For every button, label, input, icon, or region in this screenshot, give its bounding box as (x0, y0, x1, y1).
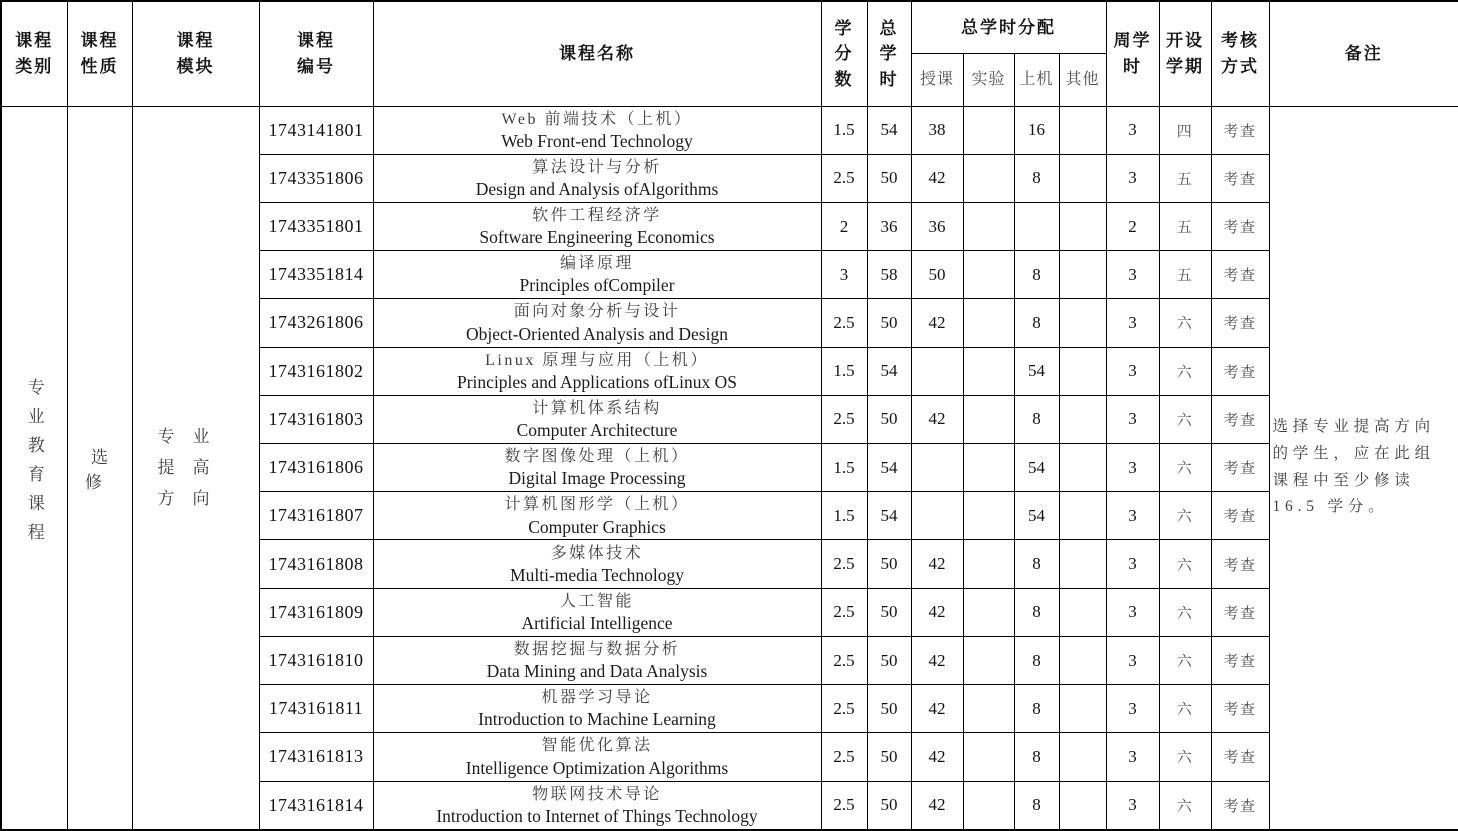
experiment-hours (963, 444, 1014, 492)
credits: 1.5 (821, 106, 867, 154)
computer-hours (1014, 202, 1059, 250)
course-name-zh: 数字图像处理（上机） (504, 448, 690, 466)
course-name (373, 588, 821, 636)
course-code: 1743351814 (259, 251, 373, 299)
credits: 2.5 (821, 636, 867, 684)
assessment: 考查 (1211, 395, 1269, 443)
semester: 六 (1159, 492, 1211, 540)
course-code: 1743351801 (259, 202, 373, 250)
course-name-en: Artificial Intelligence (521, 612, 673, 633)
lecture-hours: 42 (911, 395, 963, 443)
course-nature-cell: 选修 (67, 106, 132, 830)
assessment: 考查 (1211, 106, 1269, 154)
total-hours: 50 (867, 395, 911, 443)
assessment: 考查 (1211, 299, 1269, 347)
course-code: 1743161811 (259, 685, 373, 733)
course-code: 1743161808 (259, 540, 373, 588)
lecture-hours: 42 (911, 733, 963, 781)
header-computer-hours: 上机 (1014, 53, 1059, 106)
course-name-en: Digital Image Processing (508, 468, 686, 489)
computer-hours: 8 (1014, 588, 1059, 636)
header-total-hours (867, 1, 911, 106)
credits: 2.5 (821, 733, 867, 781)
assessment: 考查 (1211, 154, 1269, 202)
weekly-hours: 3 (1106, 636, 1159, 684)
course-code: 1743161813 (259, 733, 373, 781)
lecture-hours: 42 (911, 154, 963, 202)
computer-hours: 8 (1014, 154, 1059, 202)
semester: 六 (1159, 299, 1211, 347)
total-hours: 50 (867, 636, 911, 684)
lecture-hours (911, 492, 963, 540)
header-course-nature (67, 1, 132, 106)
course-module-text: 专业提高方向 (157, 426, 228, 509)
credits: 1.5 (821, 444, 867, 492)
experiment-hours (963, 106, 1014, 154)
course-name-en: Introduction to Machine Learning (478, 709, 716, 730)
total-hours: 50 (867, 588, 911, 636)
course-name (373, 202, 821, 250)
semester: 四 (1159, 106, 1211, 154)
assessment: 考查 (1211, 202, 1269, 250)
computer-hours: 8 (1014, 395, 1059, 443)
other-hours (1059, 492, 1106, 540)
lecture-hours: 38 (911, 106, 963, 154)
header-remarks: 备注 (1269, 1, 1458, 106)
course-name (373, 154, 821, 202)
course-code: 1743141801 (259, 106, 373, 154)
total-hours: 50 (867, 733, 911, 781)
other-hours (1059, 444, 1106, 492)
lecture-hours: 42 (911, 299, 963, 347)
header-course-nature-label: 课程性质 (80, 31, 119, 76)
computer-hours: 54 (1014, 492, 1059, 540)
semester: 六 (1159, 395, 1211, 443)
course-code: 1743161806 (259, 444, 373, 492)
computer-hours: 16 (1014, 106, 1059, 154)
experiment-hours (963, 733, 1014, 781)
header-weekly-hours-label: 周学时 (1113, 31, 1152, 76)
course-name-zh: Web 前端技术（上机） (501, 110, 693, 128)
course-code: 1743161810 (259, 636, 373, 684)
weekly-hours: 3 (1106, 733, 1159, 781)
credits: 2.5 (821, 685, 867, 733)
course-name (373, 733, 821, 781)
total-hours: 36 (867, 202, 911, 250)
other-hours (1059, 636, 1106, 684)
course-name-en: Data Mining and Data Analysis (486, 661, 708, 682)
header-lecture-hours: 授课 (911, 53, 963, 106)
experiment-hours (963, 154, 1014, 202)
header-experiment-hours: 实验 (963, 53, 1014, 106)
semester: 五 (1159, 251, 1211, 299)
course-name (373, 540, 821, 588)
other-hours (1059, 251, 1106, 299)
total-hours: 50 (867, 154, 911, 202)
header-course-code-label: 课程编号 (297, 31, 335, 76)
header-course-category-label: 课程类别 (15, 31, 54, 76)
assessment: 考查 (1211, 733, 1269, 781)
course-name-zh: 算法设计与分析 (532, 158, 662, 176)
weekly-hours: 3 (1106, 588, 1159, 636)
computer-hours: 54 (1014, 444, 1059, 492)
course-code: 1743261806 (259, 299, 373, 347)
course-name-zh: 计算机图形学（上机） (504, 496, 690, 514)
assessment: 考查 (1211, 492, 1269, 540)
remarks-cell: 选择专业提高方向的学生，应在此组课程中至少修读 16.5 学分。 (1269, 106, 1458, 830)
course-name-zh: 人工智能 (559, 592, 634, 610)
course-code: 1743161814 (259, 781, 373, 830)
header-other-hours: 其他 (1059, 53, 1106, 106)
header-course-module-label: 课程模块 (176, 31, 215, 76)
computer-hours: 8 (1014, 251, 1059, 299)
weekly-hours: 3 (1106, 444, 1159, 492)
course-name-en: Multi-media Technology (510, 564, 684, 585)
lecture-hours: 42 (911, 685, 963, 733)
total-hours: 54 (867, 444, 911, 492)
credits: 2 (821, 202, 867, 250)
computer-hours: 8 (1014, 540, 1059, 588)
course-name-en: Intelligence Optimization Algorithms (465, 757, 729, 778)
header-semester (1159, 1, 1211, 106)
experiment-hours (963, 347, 1014, 395)
semester: 五 (1159, 154, 1211, 202)
header-hours-allocation: 总学时分配 (911, 1, 1106, 53)
assessment: 考查 (1211, 540, 1269, 588)
semester: 六 (1159, 781, 1211, 830)
weekly-hours: 3 (1106, 540, 1159, 588)
total-hours: 58 (867, 251, 911, 299)
other-hours (1059, 540, 1106, 588)
header-assessment (1211, 1, 1269, 106)
weekly-hours: 3 (1106, 492, 1159, 540)
header-course-code (259, 1, 373, 106)
total-hours: 54 (867, 492, 911, 540)
credits: 2.5 (821, 395, 867, 443)
course-category-cell (1, 106, 67, 830)
lecture-hours: 42 (911, 588, 963, 636)
experiment-hours (963, 540, 1014, 588)
course-name-zh: 计算机体系结构 (532, 399, 662, 417)
course-name-en: Design and Analysis ofAlgorithms (475, 178, 719, 199)
course-name-en: Object-Oriented Analysis and Design (466, 323, 728, 344)
course-name-zh: 编译原理 (559, 255, 634, 273)
course-name-zh: Linux 原理与应用（上机） (485, 351, 709, 369)
semester: 五 (1159, 202, 1211, 250)
experiment-hours (963, 202, 1014, 250)
semester: 六 (1159, 733, 1211, 781)
semester: 六 (1159, 588, 1211, 636)
course-name-zh: 面向对象分析与设计 (513, 303, 681, 321)
course-name (373, 251, 821, 299)
experiment-hours (963, 251, 1014, 299)
assessment: 考查 (1211, 636, 1269, 684)
course-name (373, 781, 821, 830)
credits: 3 (821, 251, 867, 299)
course-name (373, 106, 821, 154)
header-credits (821, 1, 867, 106)
weekly-hours: 3 (1106, 685, 1159, 733)
course-name-en: Software Engineering Economics (479, 227, 715, 248)
total-hours: 54 (867, 106, 911, 154)
credits: 2.5 (821, 154, 867, 202)
weekly-hours: 3 (1106, 395, 1159, 443)
header-weekly-hours (1106, 1, 1159, 106)
credits: 1.5 (821, 347, 867, 395)
header-course-category (1, 1, 67, 106)
course-name-zh: 机器学习导论 (541, 689, 653, 707)
weekly-hours: 2 (1106, 202, 1159, 250)
header-credits-label: 学分数 (834, 18, 854, 89)
course-name-en: Computer Graphics (528, 516, 666, 537)
course-name (373, 636, 821, 684)
weekly-hours: 3 (1106, 299, 1159, 347)
course-code: 1743351806 (259, 154, 373, 202)
course-name-zh: 软件工程经济学 (532, 207, 662, 225)
course-name-en: Principles ofCompiler (519, 275, 675, 296)
other-hours (1059, 299, 1106, 347)
computer-hours: 8 (1014, 781, 1059, 830)
course-name (373, 347, 821, 395)
course-name-en: Computer Architecture (516, 420, 678, 441)
lecture-hours: 50 (911, 251, 963, 299)
experiment-hours (963, 395, 1014, 443)
course-name (373, 685, 821, 733)
course-code: 1743161802 (259, 347, 373, 395)
computer-hours: 8 (1014, 299, 1059, 347)
course-name-zh: 多媒体技术 (550, 544, 644, 562)
semester: 六 (1159, 444, 1211, 492)
weekly-hours: 3 (1106, 106, 1159, 154)
course-name-en: Introduction to Internet of Things Technology (436, 805, 758, 826)
assessment: 考查 (1211, 444, 1269, 492)
other-hours (1059, 154, 1106, 202)
experiment-hours (963, 492, 1014, 540)
course-name-zh: 智能优化算法 (541, 737, 653, 755)
credits: 2.5 (821, 588, 867, 636)
lecture-hours: 36 (911, 202, 963, 250)
credits: 2.5 (821, 781, 867, 830)
course-name-en: Principles and Applications ofLinux OS (457, 371, 737, 392)
other-hours (1059, 395, 1106, 443)
course-category-text: 专业教育课程 (24, 378, 44, 553)
other-hours (1059, 733, 1106, 781)
header-total-hours-label: 总学时 (879, 18, 899, 89)
computer-hours: 8 (1014, 733, 1059, 781)
header-course-module (132, 1, 259, 106)
course-name (373, 492, 821, 540)
semester: 六 (1159, 540, 1211, 588)
assessment: 考查 (1211, 251, 1269, 299)
experiment-hours (963, 636, 1014, 684)
lecture-hours: 42 (911, 636, 963, 684)
computer-hours: 8 (1014, 685, 1059, 733)
course-code: 1743161809 (259, 588, 373, 636)
lecture-hours: 42 (911, 540, 963, 588)
other-hours (1059, 202, 1106, 250)
header-course-name: 课程名称 (373, 1, 821, 106)
course-code: 1743161803 (259, 395, 373, 443)
course-name (373, 395, 821, 443)
experiment-hours (963, 781, 1014, 830)
assessment: 考查 (1211, 781, 1269, 830)
weekly-hours: 3 (1106, 347, 1159, 395)
weekly-hours: 3 (1106, 154, 1159, 202)
semester: 六 (1159, 347, 1211, 395)
credits: 2.5 (821, 540, 867, 588)
other-hours (1059, 106, 1106, 154)
course-module-cell (132, 106, 259, 830)
total-hours: 50 (867, 299, 911, 347)
course-name-zh: 物联网技术导论 (532, 785, 662, 803)
total-hours: 50 (867, 781, 911, 830)
lecture-hours: 42 (911, 781, 963, 830)
experiment-hours (963, 685, 1014, 733)
experiment-hours (963, 299, 1014, 347)
lecture-hours (911, 347, 963, 395)
assessment: 考查 (1211, 347, 1269, 395)
total-hours: 54 (867, 347, 911, 395)
credits: 1.5 (821, 492, 867, 540)
total-hours: 50 (867, 685, 911, 733)
course-code: 1743161807 (259, 492, 373, 540)
weekly-hours: 3 (1106, 251, 1159, 299)
semester: 六 (1159, 636, 1211, 684)
header-assessment-label: 考核方式 (1221, 31, 1259, 76)
weekly-hours: 3 (1106, 781, 1159, 830)
experiment-hours (963, 588, 1014, 636)
header-semester-label: 开设学期 (1166, 31, 1204, 76)
computer-hours: 54 (1014, 347, 1059, 395)
other-hours (1059, 685, 1106, 733)
course-name-zh: 数据挖掘与数据分析 (513, 640, 681, 658)
computer-hours: 8 (1014, 636, 1059, 684)
other-hours (1059, 781, 1106, 830)
semester: 六 (1159, 685, 1211, 733)
course-name-en: Web Front-end Technology (501, 130, 693, 151)
other-hours (1059, 347, 1106, 395)
other-hours (1059, 588, 1106, 636)
assessment: 考查 (1211, 588, 1269, 636)
course-name (373, 444, 821, 492)
lecture-hours (911, 444, 963, 492)
course-name (373, 299, 821, 347)
table-row (1, 106, 1458, 154)
assessment: 考查 (1211, 685, 1269, 733)
total-hours: 50 (867, 540, 911, 588)
credits: 2.5 (821, 299, 867, 347)
